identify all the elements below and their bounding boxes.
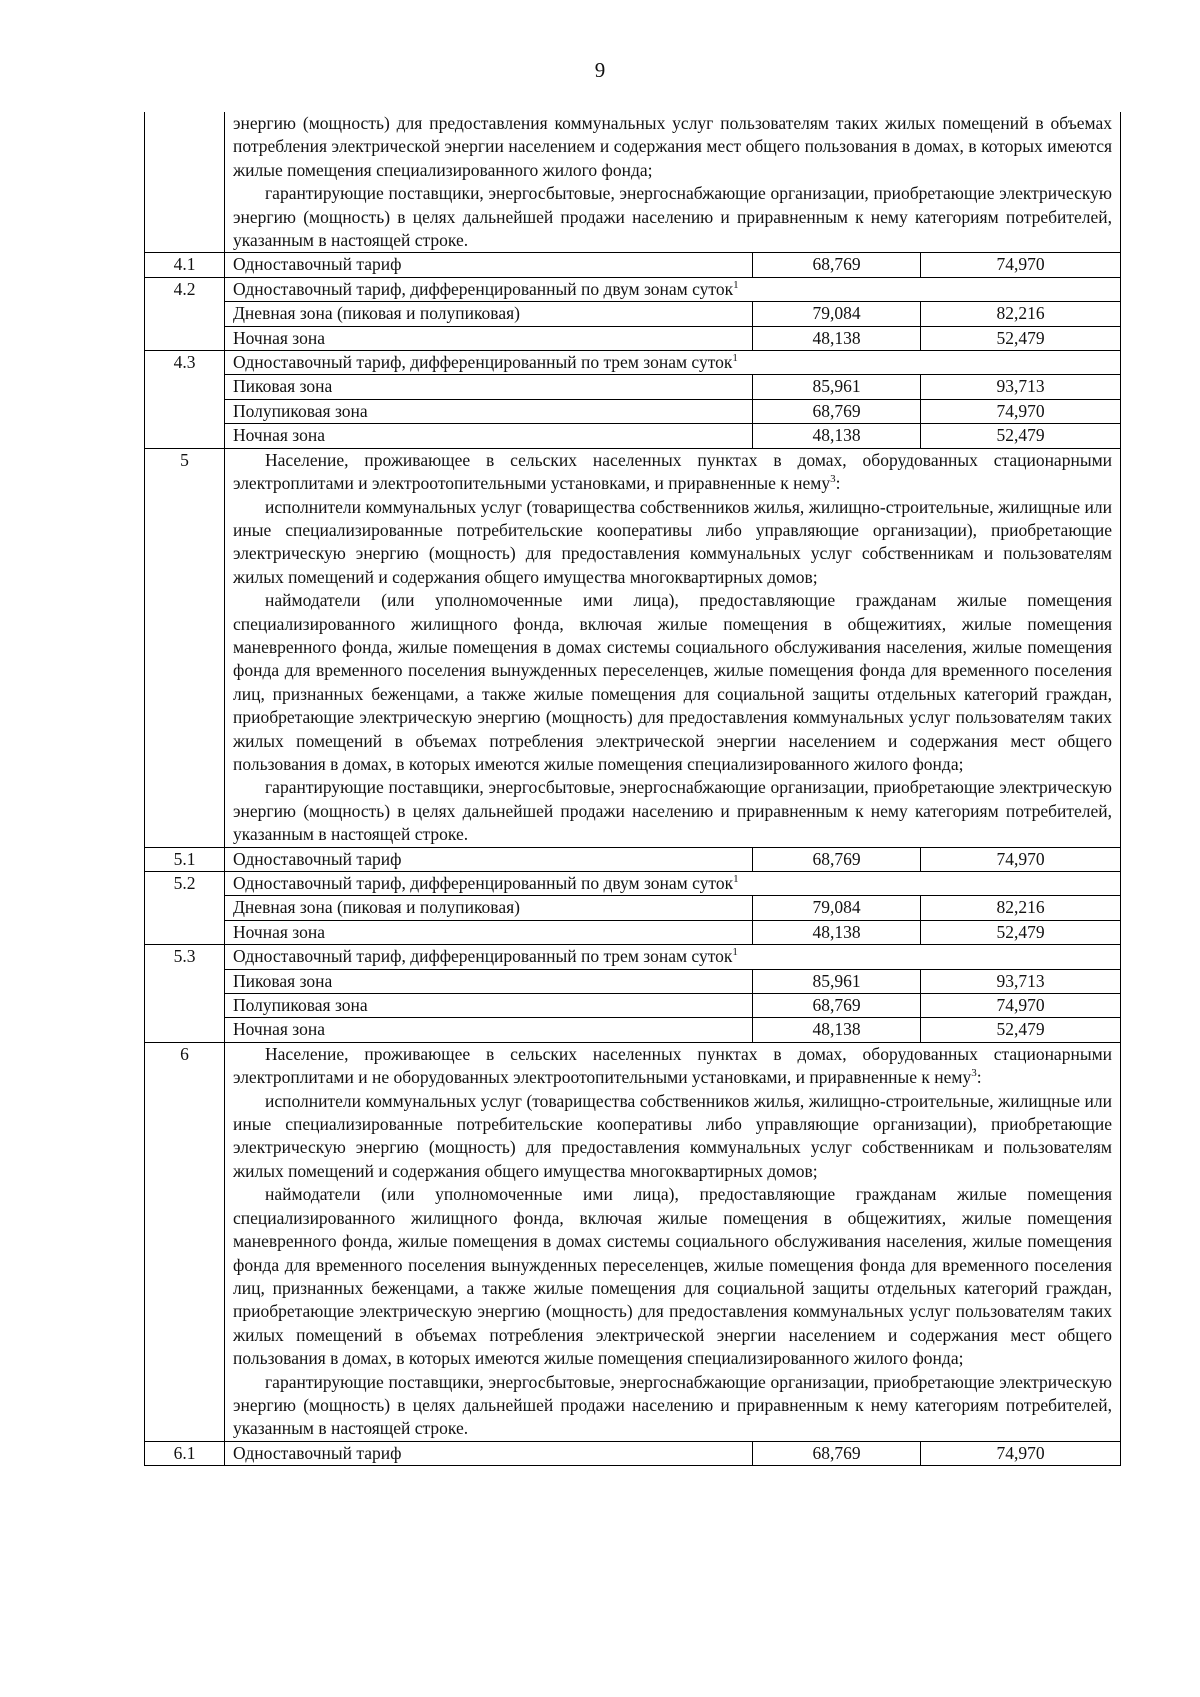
row-number: 5.3 [145,945,225,1043]
zone-name: Полупиковая зона [225,399,753,423]
table-row [145,1018,1121,1042]
tariff-group-title-text: Одноставочный тариф, дифференцированный по трем зонам суток [233,352,733,373]
zone-value-1: 85,961 [753,375,921,399]
zone-value-1: 68,769 [753,399,921,423]
category-text-cell [225,448,1121,847]
zone-name: Полупиковая зона [225,994,753,1018]
zone-value-2: 82,216 [921,896,1121,920]
zone-name: Дневная зона (пиковая и полупиковая) [225,302,753,326]
paragraph: энергию (мощность) для предоставления коммунальных услуг пользователям таких жилых помещений в объемах потребления электрической энергии населением и содержания мест общего пользования в домах, в которых имеются жилые помещения специализированного жилого фонда; [233,113,1113,180]
footnote-marker: 3 [830,473,836,486]
table-row [145,1042,1121,1441]
footnote-marker: 1 [732,946,738,959]
tariff-group-title [225,945,1121,969]
zone-value-1: 48,138 [753,326,921,350]
table-row [145,448,1121,847]
tariff-value-2: 74,970 [921,847,1121,871]
tariff-value-1: 68,769 [753,253,921,277]
zone-value-2: 93,713 [921,375,1121,399]
tariff-group-title [225,872,1121,896]
table-row [145,253,1121,277]
zone-value-2: 74,970 [921,994,1121,1018]
zone-value-2: 82,216 [921,302,1121,326]
row-number: 4.3 [145,351,225,449]
zone-value-1: 79,084 [753,896,921,920]
tariff-value-2: 74,970 [921,253,1121,277]
zone-value-1: 48,138 [753,424,921,448]
category-heading-end: : [835,473,841,494]
footnote-marker: 1 [733,873,739,886]
table-row [145,847,1121,871]
row-number-cell [145,112,225,253]
paragraph: гарантирующие поставщики, энергосбытовые, энергоснабжающие организации, приобретающие электрическую энергию (мощность) в целях дальнейшей продажи населению и приравненным к нему категориям потребителей, указанным в настоящей строке. [233,1371,1113,1439]
table-row [145,277,1121,301]
row-number: 4.2 [145,277,225,350]
row-number: 4.1 [145,253,225,277]
zone-name: Ночная зона [225,1018,753,1042]
footnote-marker: 1 [733,279,739,292]
tariff-group-title-text: Одноставочный тариф, дифференцированный по трем зонам суток [233,946,733,967]
tariff-group-title [225,277,1121,301]
row-number: 5.1 [145,847,225,871]
table-row [145,920,1121,944]
paragraph: гарантирующие поставщики, энергосбытовые, энергоснабжающие организации, приобретающие электрическую энергию (мощность) в целях дальнейшей продажи населению и приравненным к нему категориям потребителей, указанным в настоящей строке. [233,777,1113,845]
zone-value-2: 52,479 [921,424,1121,448]
tariff-group-title-text: Одноставочный тариф, дифференцированный по двум зонам суток [233,873,734,893]
paragraph: исполнители коммунальных услуг (товарищества собственников жилья, жилищно-строительные, жилищные или иные специализированные потребительские кооперативы либо управляющие организации), приобретающие электрическую энергию (мощность) для предоставления коммунальных услуг собственникам и пользователям жилых помещений и содержания общего имущества многоквартирных домов; [233,496,1113,587]
paragraph: исполнители коммунальных услуг (товарищества собственников жилья, жилищно-строительные, жилищные или иные специализированные потребительские кооперативы либо управляющие организации), приобретающие электрическую энергию (мощность) для предоставления коммунальных услуг собственникам и пользователям жилых помещений и содержания общего имущества многоквартирных домов; [233,1090,1113,1181]
row-number: 6.1 [145,1441,225,1465]
paragraph: наймодатели (или уполномоченные ими лица), предоставляющие гражданам жилые помещения специализированного жилищного фонда, включая жилые помещения в общежитиях, жилые помещения маневренного фонда, жилые помещения в домах системы социального обслуживания населения, жилые помещения фонда для временного поселения вынужденных переселенцев, жилые помещения фонда для временного поселения лиц, признанных беженцами, а также жилые помещения для социальной защиты отдельных категорий граждан, приобретающие электрическую энергию (мощность) для предоставления коммунальных услуг пользователям таких жилых помещений в объемах потребления электрической энергии населением и содержания мест общего пользования в домах, в которых имеются жилые помещения специализированного жилого фонда; [233,1184,1113,1369]
zone-name: Пиковая зона [225,375,753,399]
table-row [145,872,1121,896]
continuation-text-cell [225,112,1121,253]
category-text-cell [225,1042,1121,1441]
table-row [145,994,1121,1018]
tariff-name: Одноставочный тариф [225,847,753,871]
tariff-table [144,112,1121,1466]
tariff-name: Одноставочный тариф [225,1441,753,1465]
tariff-name: Одноставочный тариф [225,253,753,277]
tariff-value-1: 68,769 [753,847,921,871]
category-heading-text: Население, проживающее в сельских населенных пунктах в домах, оборудованных стационарными электроплитами и не оборудованных электроотопительными установками, и приравненные к нему [233,1043,1113,1088]
zone-value-1: 79,084 [753,302,921,326]
category-heading-end: : [976,1067,982,1088]
table-row [145,1441,1121,1465]
table-row [145,896,1121,920]
row-number: 5.2 [145,872,225,945]
zone-value-2: 93,713 [921,969,1121,993]
category-heading [233,1043,1112,1090]
table-row [145,969,1121,993]
category-heading [233,449,1112,496]
tariff-group-title-text: Одноставочный тариф, дифференцированный по двум зонам суток [233,278,734,299]
row-number: 5 [145,448,225,847]
page-number: 9 [594,58,606,82]
table-row [145,326,1121,350]
zone-value-2: 74,970 [921,399,1121,423]
zone-value-1: 48,138 [753,920,921,944]
zone-value-1: 85,961 [753,969,921,993]
zone-name: Дневная зона (пиковая и полупиковая) [225,896,753,920]
footnote-marker: 1 [732,352,738,365]
zone-value-2: 52,479 [921,1018,1121,1042]
zone-value-2: 52,479 [921,920,1121,944]
table-row [145,375,1121,399]
zone-name: Ночная зона [225,920,753,944]
zone-name: Пиковая зона [225,969,753,993]
table-row [145,112,1121,253]
table-row [145,302,1121,326]
table-row [145,351,1121,375]
table-row [145,945,1121,969]
zone-value-2: 52,479 [921,326,1121,350]
zone-value-1: 68,769 [753,994,921,1018]
tariff-value-2: 74,970 [921,1441,1121,1465]
zone-name: Ночная зона [225,326,753,350]
footnote-marker: 3 [971,1067,977,1080]
row-number: 6 [145,1042,225,1441]
paragraph: наймодатели (или уполномоченные ими лица), предоставляющие гражданам жилые помещения специализированного жилищного фонда, включая жилые помещения в общежитиях, жилые помещения маневренного фонда, жилые помещения в домах системы социального обслуживания населения, жилые помещения фонда для временного поселения вынужденных переселенцев, жилые помещения фонда для временного поселения лиц, признанных беженцами, а также жилые помещения для социальной защиты отдельных категорий граждан, приобретающие электрическую энергию (мощность) для предоставления коммунальных услуг пользователям таких жилых помещений в объемах потребления электрической энергии населением и содержания мест общего пользования в домах, в которых имеются жилые помещения специализированного жилого фонда; [233,590,1113,774]
category-heading-text: Население, проживающее в сельских населенных пунктах в домах, оборудованных стационарными электроплитами и электроотопительными установками, и приравненные к нему [233,449,1113,494]
zone-value-1: 48,138 [753,1018,921,1042]
table-row [145,424,1121,448]
zone-name: Ночная зона [225,424,753,448]
table-row [145,399,1121,423]
tariff-value-1: 68,769 [753,1441,921,1465]
tariff-group-title [225,351,1121,375]
paragraph: гарантирующие поставщики, энергосбытовые, энергоснабжающие организации, приобретающие электрическую энергию (мощность) в целях дальнейшей продажи населению и приравненным к нему категориям потребителей, указанным в настоящей строке. [233,183,1113,251]
